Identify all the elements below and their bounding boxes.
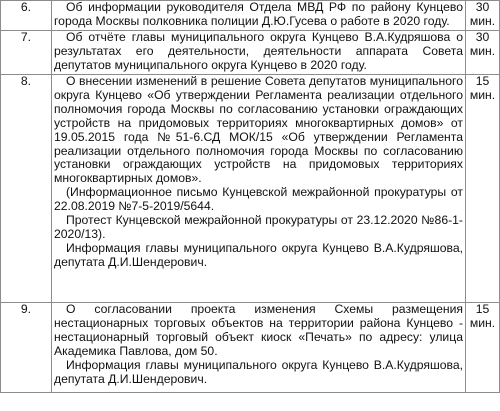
item-duration: 30 мин. — [466, 31, 500, 75]
item-text — [52, 75, 466, 303]
item-text — [52, 31, 466, 75]
item-number: 7. — [1, 31, 52, 75]
paragraph: Протест Кунцевской межрайонной прокуратуры от 23.12.2020 №86-1-2020/13). — [54, 213, 463, 241]
item-text — [52, 1, 466, 31]
item-duration: 15 мин. — [466, 75, 500, 303]
paragraph: Информация главы муниципального округа Кунцево В.А.Кудряшова, депутата Д.И.Шендерович. — [54, 357, 463, 386]
item-number: 8. — [1, 75, 52, 303]
paragraph: Об отчёте главы муниципального округа Кунцево В.А.Кудряшова о результатах его деятельности, деятельности аппарата Совета депутатов муниципального округа Кунцево в 2020 году. — [54, 30, 463, 72]
paragraph: О согласовании проекта изменения Схемы размещения нестационарных торговых объектов на территории района Кунцево - нестационарный торговый объект киоск «Печать» по адресу: улица Академика Павлова, дом 50. — [54, 302, 463, 358]
paragraph: Об информации руководителя Отдела МВД РФ по району Кунцево города Москвы полковника полиции Д.Ю.Гусева о работе в 2020 году. — [54, 0, 463, 28]
item-text — [52, 303, 466, 393]
item-duration: 15 мин. — [466, 303, 500, 393]
paragraph: Информация главы муниципального округа Кунцево В.А.Кудряшова, депутата Д.И.Шендерович. — [54, 240, 463, 269]
table-row — [1, 31, 500, 75]
paragraph: О внесении изменений в решение Совета депутатов муниципального округа Кунцево «Об утверждении Регламента реализации отдельного полномочия города Москвы по согласованию установки ограждающих устройств на придомовых территориях многоквартирных домов» от 19.05.2015 года №51-6.СД МОК/15 «Об утверждении Регламента реализации отдельного полномочия города Москвы по согласованию установки ограждающих устройств на придомовых территориях многоквартирных домов». — [54, 74, 463, 186]
table-row — [1, 75, 500, 303]
item-number: 6. — [1, 1, 52, 31]
item-number: 9. — [1, 303, 52, 393]
table-row — [1, 303, 500, 393]
paragraph: (Информационное письмо Кунцевской межрайонной прокуратуры от 22.08.2019 №7-5-2019/5644. — [54, 185, 463, 214]
item-duration: 30 мин. — [466, 1, 500, 31]
table-row — [1, 1, 500, 31]
